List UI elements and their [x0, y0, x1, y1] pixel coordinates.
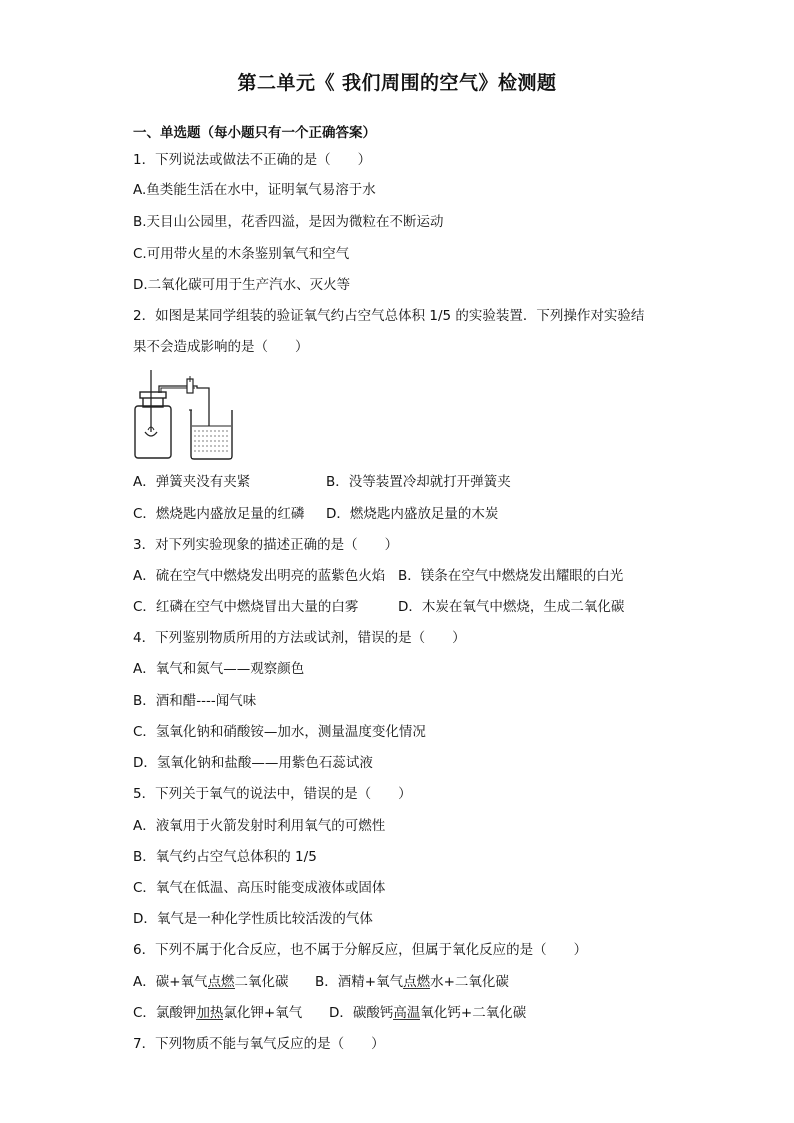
question-6-option-d: [329, 1004, 526, 1022]
option-a-products: 二氧化碳: [234, 974, 289, 990]
question-3-option-b: B．镁条在空气中燃烧发出耀眼的白光: [398, 568, 624, 584]
option-c-products: 氯化钾+氧气: [223, 1005, 303, 1021]
option-a-reactants: A．碳+氧气: [133, 974, 208, 990]
question-2-option-d: D．燃烧匙内盛放足量的木炭: [326, 506, 499, 522]
question-6-option-b: [315, 973, 509, 991]
oxygen-experiment-apparatus-figure: [133, 366, 233, 461]
question-4-stem: 4．下列鉴别物质所用的方法或试剂，错误的是（ ）: [133, 630, 466, 646]
question-1-stem: 1．下列说法或做法不正确的是（ ）: [133, 152, 372, 168]
question-5-option-d: D．氧气是一种化学性质比较活泼的气体: [133, 911, 373, 927]
question-6-option-a: [133, 973, 289, 991]
question-1-option-b: B.天目山公园里，花香四溢，是因为微粒在不断运动: [133, 214, 444, 230]
question-5-option-a: A．液氧用于火箭发射时利用氧气的可燃性: [133, 818, 386, 834]
reaction-condition-high-temp: 高温: [393, 1005, 421, 1021]
question-2-stem-line2: 果不会造成影响的是（ ）: [133, 339, 309, 355]
question-4-option-c: C．氢氧化钠和硝酸铵—加水，测量温度变化情况: [133, 724, 426, 740]
reaction-condition-ignite: 点燃: [207, 974, 235, 990]
option-d-reactants: D．碳酸钙: [329, 1005, 394, 1021]
option-d-products: 氧化钙+二氧化碳: [420, 1005, 527, 1021]
question-4-option-a: A．氧气和氮气——观察颜色: [133, 661, 305, 677]
question-4-option-d: D．氢氧化钠和盐酸——用紫色石蕊试液: [133, 755, 373, 771]
question-1-option-d: D.二氧化碳可用于生产汽水、灭火等: [133, 277, 351, 293]
question-5-option-b: B．氧气约占空气总体积的 1/5: [133, 849, 317, 865]
option-c-reactants: C．氯酸钾: [133, 1005, 197, 1021]
page-title: 第二单元《 我们周围的空气》检测题: [237, 72, 557, 94]
question-2-option-b: B．没等装置冷却就打开弹簧夹: [326, 474, 511, 490]
reaction-condition-heat: 加热: [196, 1005, 224, 1021]
question-1-option-a: A.鱼类能生活在水中，证明氧气易溶于水: [133, 182, 376, 198]
question-3-stem: 3．对下列实验现象的描述正确的是（ ）: [133, 537, 399, 553]
option-b-products: 水+二氧化碳: [430, 974, 509, 990]
question-6-option-c: [133, 1004, 302, 1022]
question-2-stem-line1: 2．如图是某同学组装的验证氧气约占空气总体积 1/5 的实验装置．下列操作对实验结: [133, 308, 645, 324]
question-3-option-d: D．木炭在氧气中燃烧，生成二氧化碳: [398, 599, 625, 615]
section-heading: 一、单选题（每小题只有一个正确答案）: [133, 125, 376, 141]
question-7-stem: 7．下列物质不能与氧气反应的是（ ）: [133, 1036, 385, 1052]
question-3-option-c: C．红磷在空气中燃烧冒出大量的白雾: [133, 599, 359, 615]
question-4-option-b: B．酒和醋----闻气味: [133, 693, 257, 709]
question-1-option-c: C.可用带火星的木条鉴别氧气和空气: [133, 246, 350, 262]
question-2-option-c: C．燃烧匙内盛放足量的红磷: [133, 506, 305, 522]
reaction-condition-ignite: 点燃: [403, 974, 431, 990]
question-2-option-a: A．弹簧夹没有夹紧: [133, 474, 251, 490]
question-5-option-c: C．氧气在低温、高压时能变成液体或固体: [133, 880, 386, 896]
question-3-option-a: A．硫在空气中燃烧发出明亮的蓝紫色火焰: [133, 568, 386, 584]
option-b-reactants: B．酒精+氧气: [315, 974, 404, 990]
question-6-stem: 6．下列不属于化合反应，也不属于分解反应，但属于氧化反应的是（ ）: [133, 942, 588, 958]
question-5-stem: 5．下列关于氧气的说法中，错误的是（ ）: [133, 786, 412, 802]
